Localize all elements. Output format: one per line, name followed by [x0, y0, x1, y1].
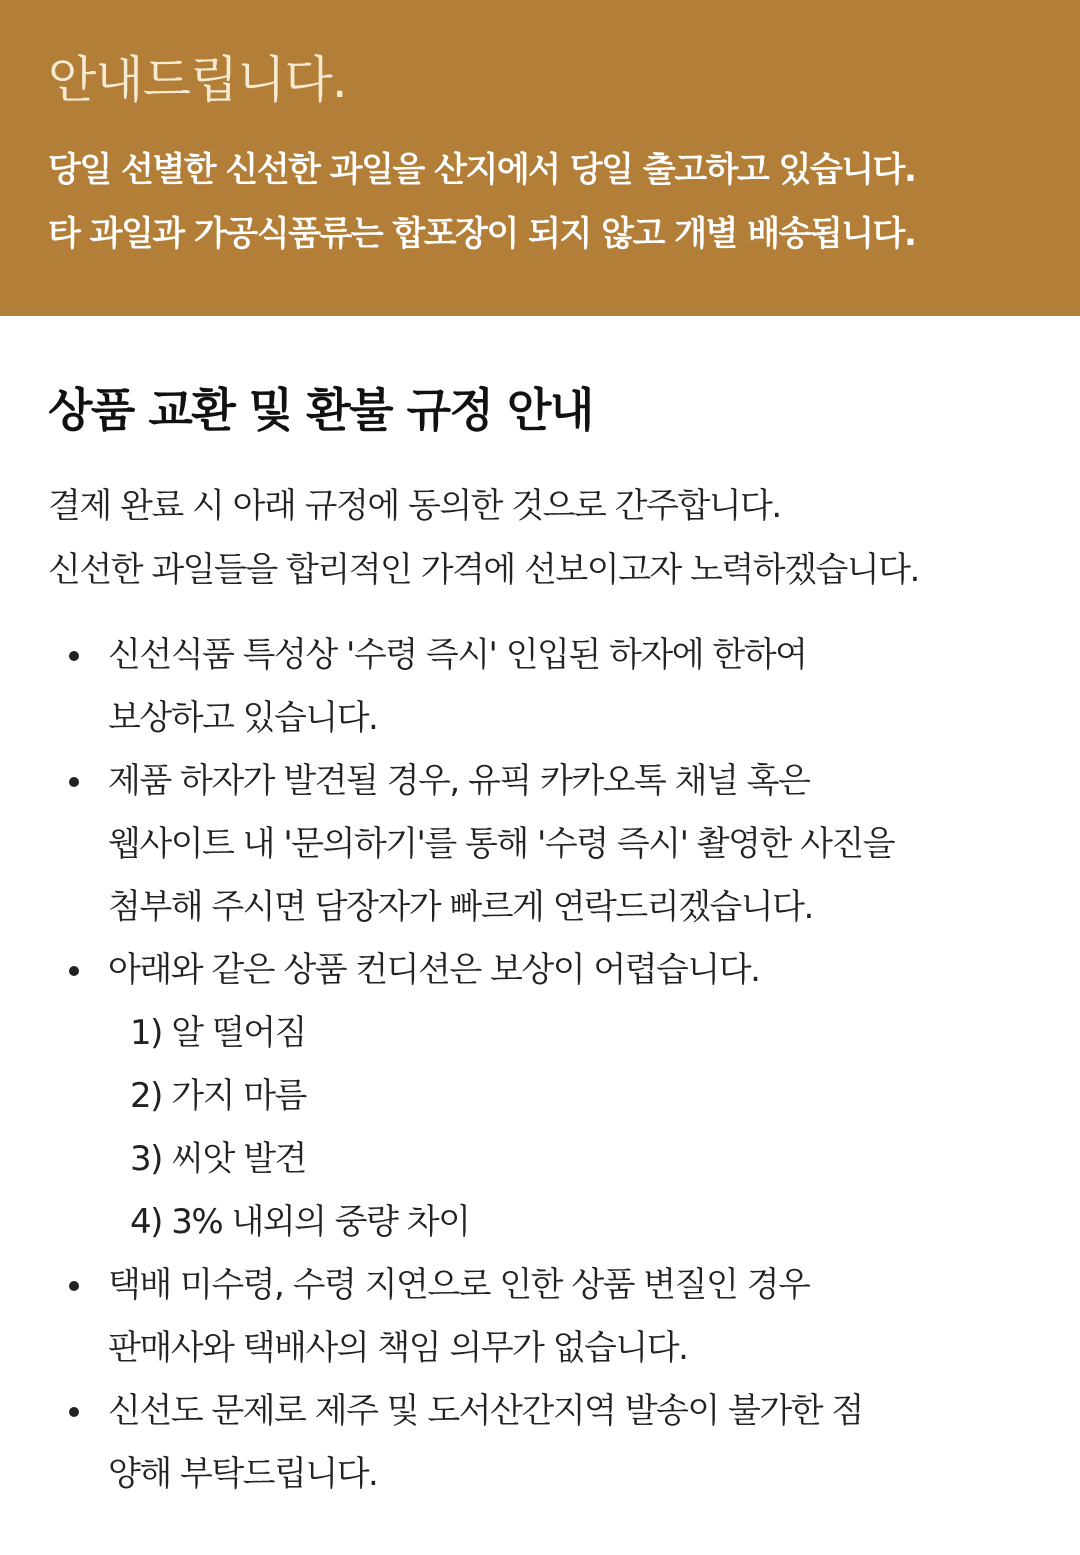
exclusion-item: 3) 씨앗 발견	[130, 1139, 306, 1179]
rule-line: 첨부해 주시면 담장자가 빠르게 연락드리겠습니다.	[108, 887, 813, 927]
bullet-icon	[69, 966, 79, 976]
rule-line: 보상하고 있습니다.	[108, 698, 378, 738]
banner-title: 안내드립니다.	[48, 51, 347, 109]
banner-line: 타 과일과 가공식품류는 합포장이 되지 않고 개별 배송됩니다.	[48, 214, 916, 254]
rule-item-inspection	[48, 624, 1032, 750]
rule-line: 양해 부탁드립니다.	[108, 1454, 378, 1494]
bullet-icon	[69, 651, 79, 661]
policy-rules-list	[48, 624, 1032, 1506]
rule-line: 판매사와 택배사의 책임 의무가 없습니다.	[108, 1328, 688, 1368]
rule-line: 제품 하자가 발견될 경우, 유픽 카카오톡 채널 혹은	[108, 761, 810, 801]
bullet-icon	[69, 1281, 79, 1291]
banner-line: 당일 선별한 신선한 과일을 산지에서 당일 출고하고 있습니다.	[48, 150, 916, 190]
exclusion-item: 1) 알 떨어짐	[130, 1013, 306, 1053]
rule-line: 아래와 같은 상품 컨디션은 보상이 어렵습니다.	[108, 950, 760, 990]
bullet-icon	[69, 1407, 79, 1417]
rule-item-delivery-delay	[48, 1254, 1032, 1380]
intro-line: 결제 완료 시 아래 규정에 동의한 것으로 간주합니다.	[48, 486, 781, 526]
intro-line: 신선한 과일들을 합리적인 가격에 선보이고자 노력하겠습니다.	[48, 550, 919, 590]
rule-line: 택배 미수령, 수령 지연으로 인한 상품 변질인 경우	[108, 1265, 810, 1305]
policy-intro	[48, 474, 1032, 602]
policy-title: 상품 교환 및 환불 규정 안내	[48, 383, 593, 437]
notice-banner	[0, 0, 1080, 316]
bullet-icon	[69, 777, 79, 787]
rule-line: 웹사이트 내 '문의하기'를 통해 '수령 즉시' 촬영한 사진을	[108, 824, 895, 864]
rule-item-shipping-region	[48, 1380, 1032, 1506]
policy-section	[0, 316, 1080, 1506]
rule-item-report-defect	[48, 750, 1032, 939]
rule-line: 신선도 문제로 제주 및 도서산간지역 발송이 불가한 점	[108, 1391, 863, 1431]
rule-item-exclusions	[48, 939, 1032, 1254]
exclusion-item: 2) 가지 마름	[130, 1076, 306, 1116]
rule-line: 신선식품 특성상 '수령 즉시' 인입된 하자에 한하여	[108, 635, 807, 675]
exclusion-item: 4) 3% 내외의 중량 차이	[130, 1202, 470, 1242]
banner-text	[48, 138, 1032, 266]
